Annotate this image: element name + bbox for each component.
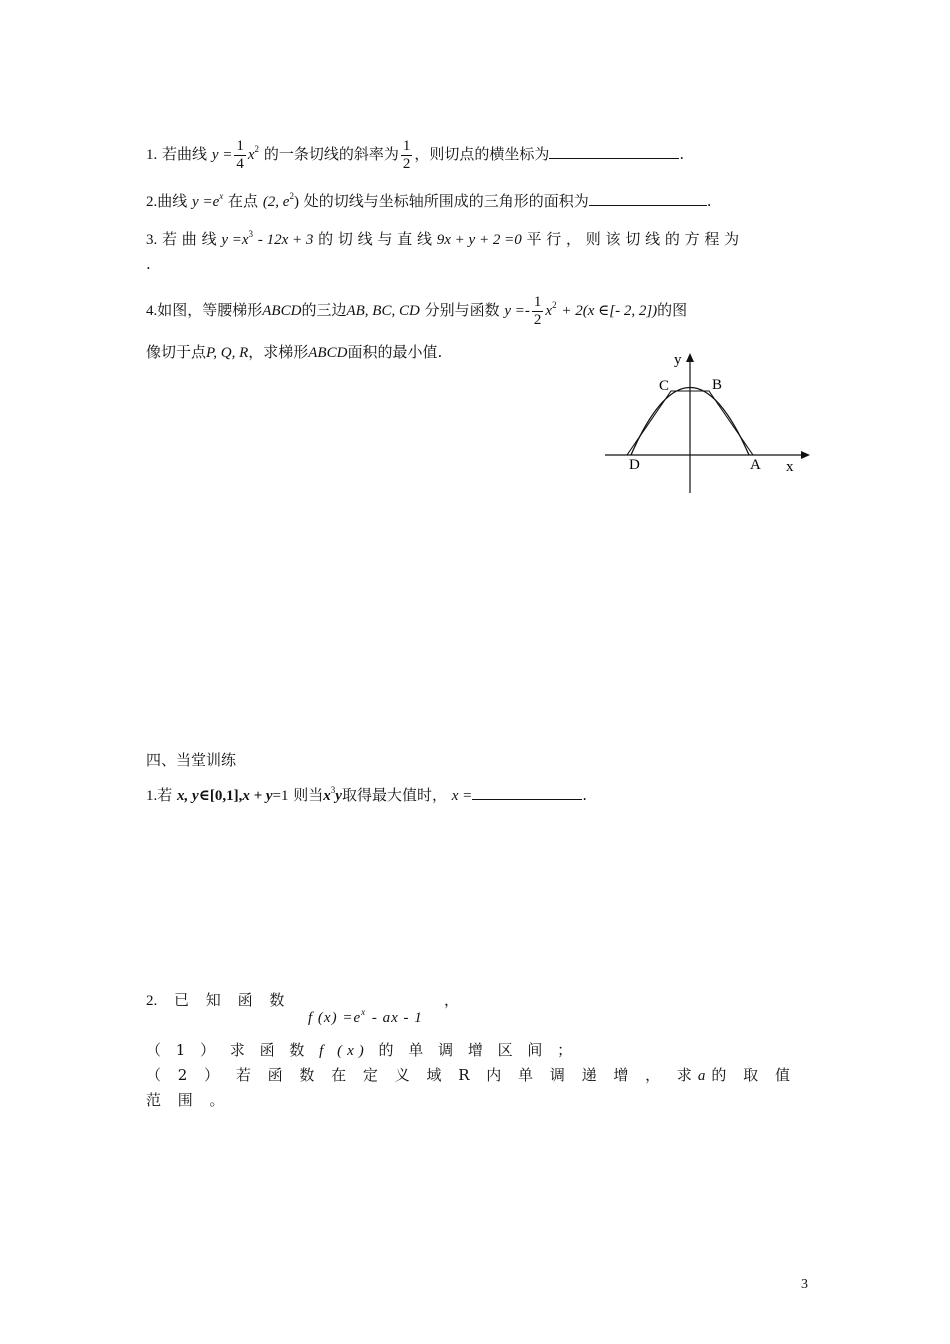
q2-text-b: 在点: [228, 192, 259, 210]
p2-function: f $(x) =e^x$ - ax - 1: [308, 1007, 423, 1026]
q4-line2-b: ，求梯形: [248, 343, 309, 361]
p2-subquestion-2-cont: 范 围 。: [146, 1091, 231, 1109]
q3-text-a: 若 曲 线: [162, 230, 217, 248]
q4-fraction: $\frac{1}{2}$: [533, 293, 542, 328]
q3-text-b: 的 切 线 与 直 线: [318, 230, 432, 248]
p1-vars: x, y: [177, 788, 199, 804]
q4-line2-c: 面积的最小值.: [347, 343, 443, 361]
q1-eq-lhs: y =: [211, 147, 233, 163]
q3-trailing-dot: .: [146, 255, 151, 273]
q3-eq1: y =x: [221, 232, 249, 248]
q1-fraction-2: $\frac{1}{2}$: [402, 137, 411, 172]
y-axis-label: y: [674, 352, 682, 368]
p1-answer-blank[interactable]: [472, 785, 582, 800]
q4-number: 4.: [146, 303, 158, 319]
q2-point: (2, e: [262, 194, 290, 210]
page-number: 3: [801, 1277, 808, 1292]
label-A: A: [750, 457, 761, 473]
y-axis-arrow: [686, 353, 694, 362]
label-B: B: [712, 377, 723, 393]
q2-eq: y =e: [192, 194, 220, 210]
q4-eq-rest: + 2(x ∈[- 2, 2]): [561, 303, 658, 319]
question-1: 1. 若曲线 y = $\frac{1}{4}$ $x^2$ 的一条切线的斜率为 $\frac{1}{2}$ ，则切点的横坐标为 .: [146, 137, 685, 172]
x-axis-label: x: [786, 459, 794, 475]
trapezoid-figure: [600, 348, 815, 496]
label-C: C: [659, 378, 670, 394]
q2-answer-blank[interactable]: [589, 191, 707, 206]
q4-text-a: 如图，等腰梯形: [157, 301, 263, 319]
q3-eq3: 9x + y + 2 =0: [436, 232, 522, 248]
q4-abcd: ABCD: [262, 303, 302, 319]
p2-subquestion-1: （ 1 ） 求 函 数 f (x) 的 单 调 增 区 间 ；: [146, 1041, 578, 1059]
q4-eq-lhs: y =-: [504, 303, 530, 319]
q1-eq-rhs: x: [247, 147, 255, 163]
q1-number: 1.: [146, 147, 158, 163]
question-4-line2: [146, 342, 442, 363]
p2-comma: ，: [444, 991, 460, 1009]
q4-text-b: 的三边: [301, 301, 347, 319]
q1-text-a: 若曲线: [162, 145, 208, 163]
q1-fraction: $\frac{1}{4}$: [236, 137, 244, 172]
q3-number: 3.: [146, 232, 158, 248]
p2-subquestion-2: （ 2 ） 若 函 数 在 定 义 域 R 内 单 调 递 增 ， 求a的 取 值: [146, 1066, 796, 1084]
q2-text-a: 曲线: [157, 192, 188, 210]
x-axis-arrow: [801, 451, 810, 459]
practice-question-2: 2. 已 知 函 数: [146, 991, 291, 1009]
q4-line2-a: 像切于点: [146, 343, 207, 361]
q1-text-b: 的一条切线的斜率为: [263, 145, 399, 163]
q2-text-c: 处的切线与坐标轴所围成的三角形的面积为: [303, 192, 589, 210]
label-D: D: [629, 457, 640, 473]
q4-abcd-2: ABCD: [308, 345, 348, 361]
q4-points: P, Q, R: [206, 345, 249, 361]
question-3: 3. 若 曲 线 $y =x^3 - 12x + 3$ 的 切 线 与 直 线 9x + y + 2 =0 平 行 ， 则 该 切 线 的 方 程 为: [146, 229, 740, 248]
section-heading: 四、当堂训练: [146, 751, 237, 769]
q2-number: 2.: [146, 194, 158, 210]
question-2: 2.曲线 $y =e^x$ 在点 (2, $e^2$) 处的切线与坐标轴所围成的三角形的面积为 .: [146, 191, 712, 210]
q4-sides: AB, BC, CD: [346, 303, 420, 319]
q4-text-c: 分别与函数: [424, 301, 500, 319]
question-4: 4.如图，等腰梯形ABCD的三边AB, BC, CD 分别与函数 y =- $\frac{1}{2}$ $x^2 + 2(x$ ∈[- 2, 2])的图: [146, 293, 688, 328]
q3-eq2: - 12x + 3: [257, 232, 314, 248]
q3-text-c: 平 行 ， 则 该 切 线 的 方 程 为: [526, 230, 740, 248]
q4-text-d: 的图: [657, 301, 688, 319]
q1-text-c: ，则切点的横坐标为: [414, 145, 550, 163]
practice-question-1: 1.若 x, y∈[0,1],x + y=1 则当$x^3y$取得最大值时， x = .: [146, 785, 588, 804]
q1-answer-blank[interactable]: [549, 144, 679, 159]
